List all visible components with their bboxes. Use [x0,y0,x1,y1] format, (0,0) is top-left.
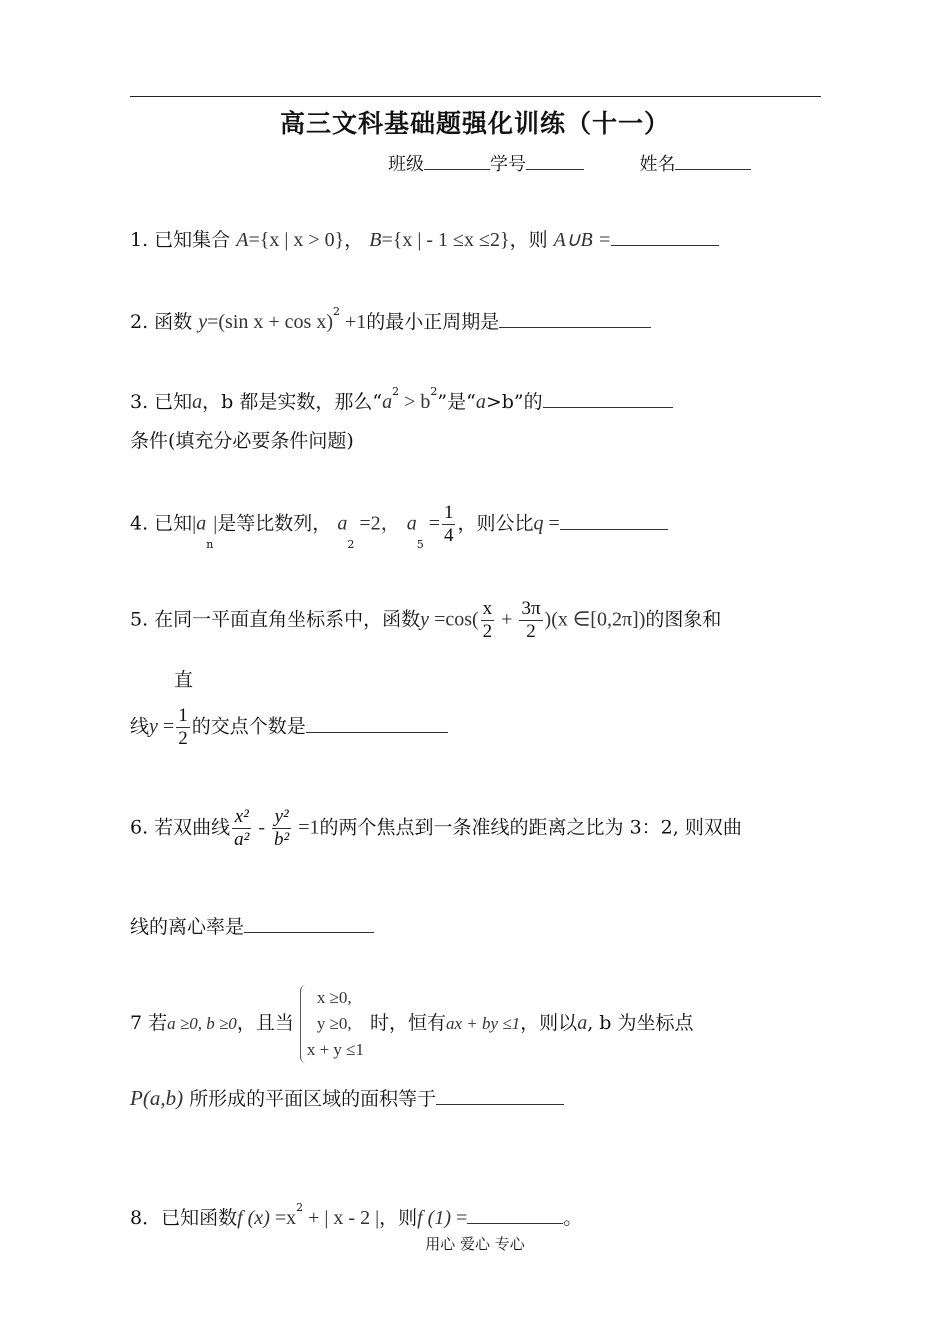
question-8: 8．已知函数f $(x) =x^2$ + | x - 2 |，则f (1) = 。 [130,1201,583,1229]
answer-blank[interactable] [560,511,668,530]
question-6-line2: 线的离心率是 [130,912,374,939]
question-5: 5. 在同一平面直角坐标系中，函数y =cos( $\frac{x}{2}$ + $\frac{3\pi}{2}$ )(x ∈[0,2π])的图象和 [130,598,722,642]
fraction: $\frac{1}{2}$ [178,705,188,749]
name-blank[interactable] [675,151,751,170]
fraction: $\frac{x}{2}$ [482,598,493,642]
question-6: 6. 若双曲线 $\frac{\text{x²}}{\text{a²}}$ - $\frac{\text{y²}}{\text{b²}}$ =1的两个焦点到一条准线的距离之比为 3：2, 则双曲 [130,806,742,850]
class-label: 班级 [388,154,424,175]
question-7: 7 若a ≥0, b ≥0，且当 x ≥0, y ≥0, x + y ≤1 时，恒有ax + by ≤1，则以a, b 为坐标点 [130,985,693,1063]
id-blank[interactable] [526,151,584,170]
inequality-system: x ≥0, y ≥0, x + y ≤1 [300,985,364,1063]
class-blank[interactable] [424,151,490,170]
question-1: 1. 已知集合 A={x | x > 0}， B={x | - 1 ≤x ≤2}，则 A∪B = [130,225,719,252]
question-4: 4. 已知$|a_n|$是等比数列， $a_2 =2$， $a_5$ = $\frac{1}{4}$ ，则公比q = [130,502,668,547]
fraction: $\frac{\text{x²}}{\text{a²}}$ [234,806,250,850]
answer-blank[interactable] [467,1205,563,1224]
page-footer: 用心 爱心 专心 [425,1235,525,1253]
answer-blank[interactable] [436,1086,564,1105]
top-rule [130,96,821,97]
page-title: 高三文科基础题强化训练（十一） [279,109,670,138]
question-3-line2: 条件(填充分必要条件问题) [130,430,354,452]
id-label: 学号 [490,154,526,175]
fraction: $\frac{\text{y²}}{\text{b²}}$ [274,806,290,850]
answer-blank[interactable] [611,227,719,246]
question-5-line2: 直 [174,669,194,691]
fraction: $\frac{1}{4}$ [443,502,454,546]
answer-blank[interactable] [543,389,673,408]
fraction: $\frac{3\pi}{2}$ [521,598,541,642]
info-row [388,150,751,176]
answer-blank[interactable] [306,714,448,733]
answer-blank[interactable] [244,914,374,933]
question-3: 3. 已知a，b 都是实数，那么“$a^2 > b^2$”是“a>b”的 [130,387,673,414]
question-5-line3: 线y = $\frac{1}{2}$ 的交点个数是 [130,705,448,750]
question-2: 2. 函数 y=(sin x + cos x)$^2$ +1的最小正周期是 [130,307,651,334]
answer-blank[interactable] [499,309,651,328]
name-label: 姓名 [639,154,676,175]
question-7-line2: P(a,b) 所形成的平面区域的面积等于 [130,1084,564,1111]
